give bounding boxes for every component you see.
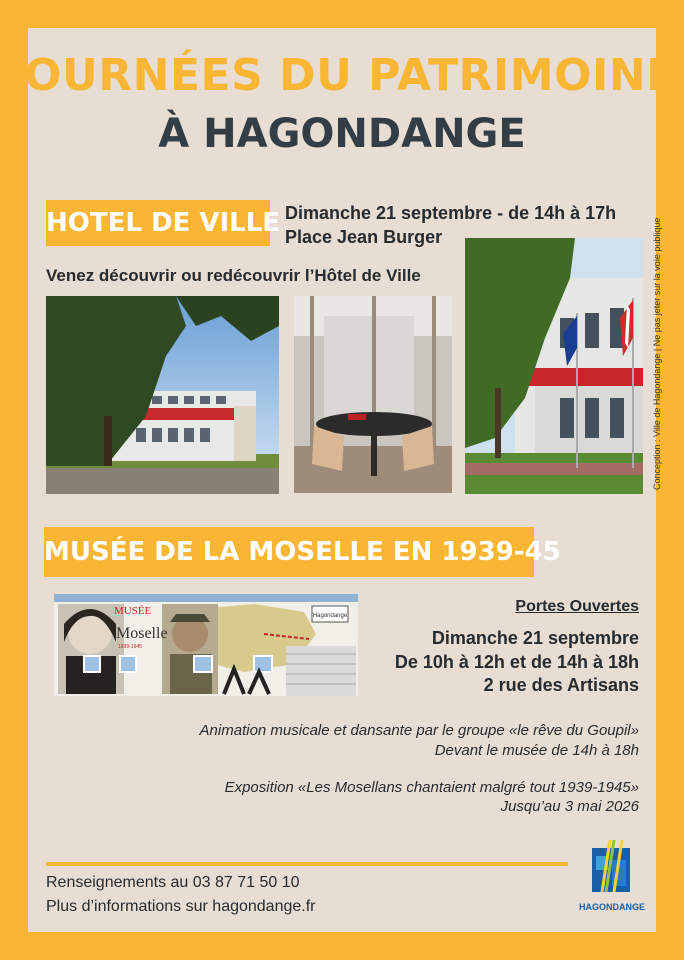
hotel-intro: Venez découvrir ou redécouvrir l’Hôtel de Ville: [46, 266, 421, 285]
museum-sign-moselle: Moselle: [116, 625, 168, 642]
footer-divider: [46, 862, 568, 866]
exposition-line2: Jusqu’au 3 mai 2026: [500, 798, 639, 815]
musee-date: Dimanche 21 septembre: [431, 628, 639, 648]
hotel-place: Place Jean Burger: [285, 227, 443, 247]
animation-line1: Animation musicale et dansante par le groupe «le rêve du Goupil»: [199, 722, 639, 739]
hotel-badge: HOTEL DE VILLE: [46, 200, 270, 246]
logo-text: HAGONDANGE: [578, 902, 645, 912]
design-credit: Conception : Ville de Hagondange | Ne pas jeter sur la voie publique: [652, 217, 662, 490]
info-phone: Renseignements au 03 87 71 50 10: [46, 874, 300, 891]
musee-badge: MUSÉE DE LA MOSELLE EN 1939-45: [44, 527, 534, 577]
hotel-flags-photo: [465, 238, 643, 494]
poster-subtitle: À HAGONDANGE: [158, 111, 526, 157]
museum-sign-musee: MUSÉE: [114, 605, 152, 617]
exposition-line1: Exposition «Les Mosellans chantaient malgré tout 1939-1945»: [224, 779, 639, 796]
musee-address: 2 rue des Artisans: [483, 675, 639, 695]
animation-line2: Devant le musée de 14h à 18h: [434, 742, 639, 759]
info-website: Plus d’informations sur hagondange.fr: [46, 898, 316, 915]
poster-title: JOURNÉES DU PATRIMOINE: [7, 50, 677, 101]
museum-sign-years: 1939-1945: [118, 644, 142, 650]
musee-hours: De 10h à 12h et de 14h à 18h: [394, 652, 639, 672]
hagondange-logo-icon: [588, 840, 634, 892]
musee-facade-photo: [54, 594, 358, 696]
museum-sign-town: Hagondange: [312, 613, 348, 619]
portes-ouvertes: Portes Ouvertes: [515, 598, 639, 615]
hotel-date: Dimanche 21 septembre - de 14h à 17h: [285, 203, 617, 223]
hotel-interior-photo: [294, 296, 452, 493]
hotel-exterior-photo: [46, 296, 279, 494]
